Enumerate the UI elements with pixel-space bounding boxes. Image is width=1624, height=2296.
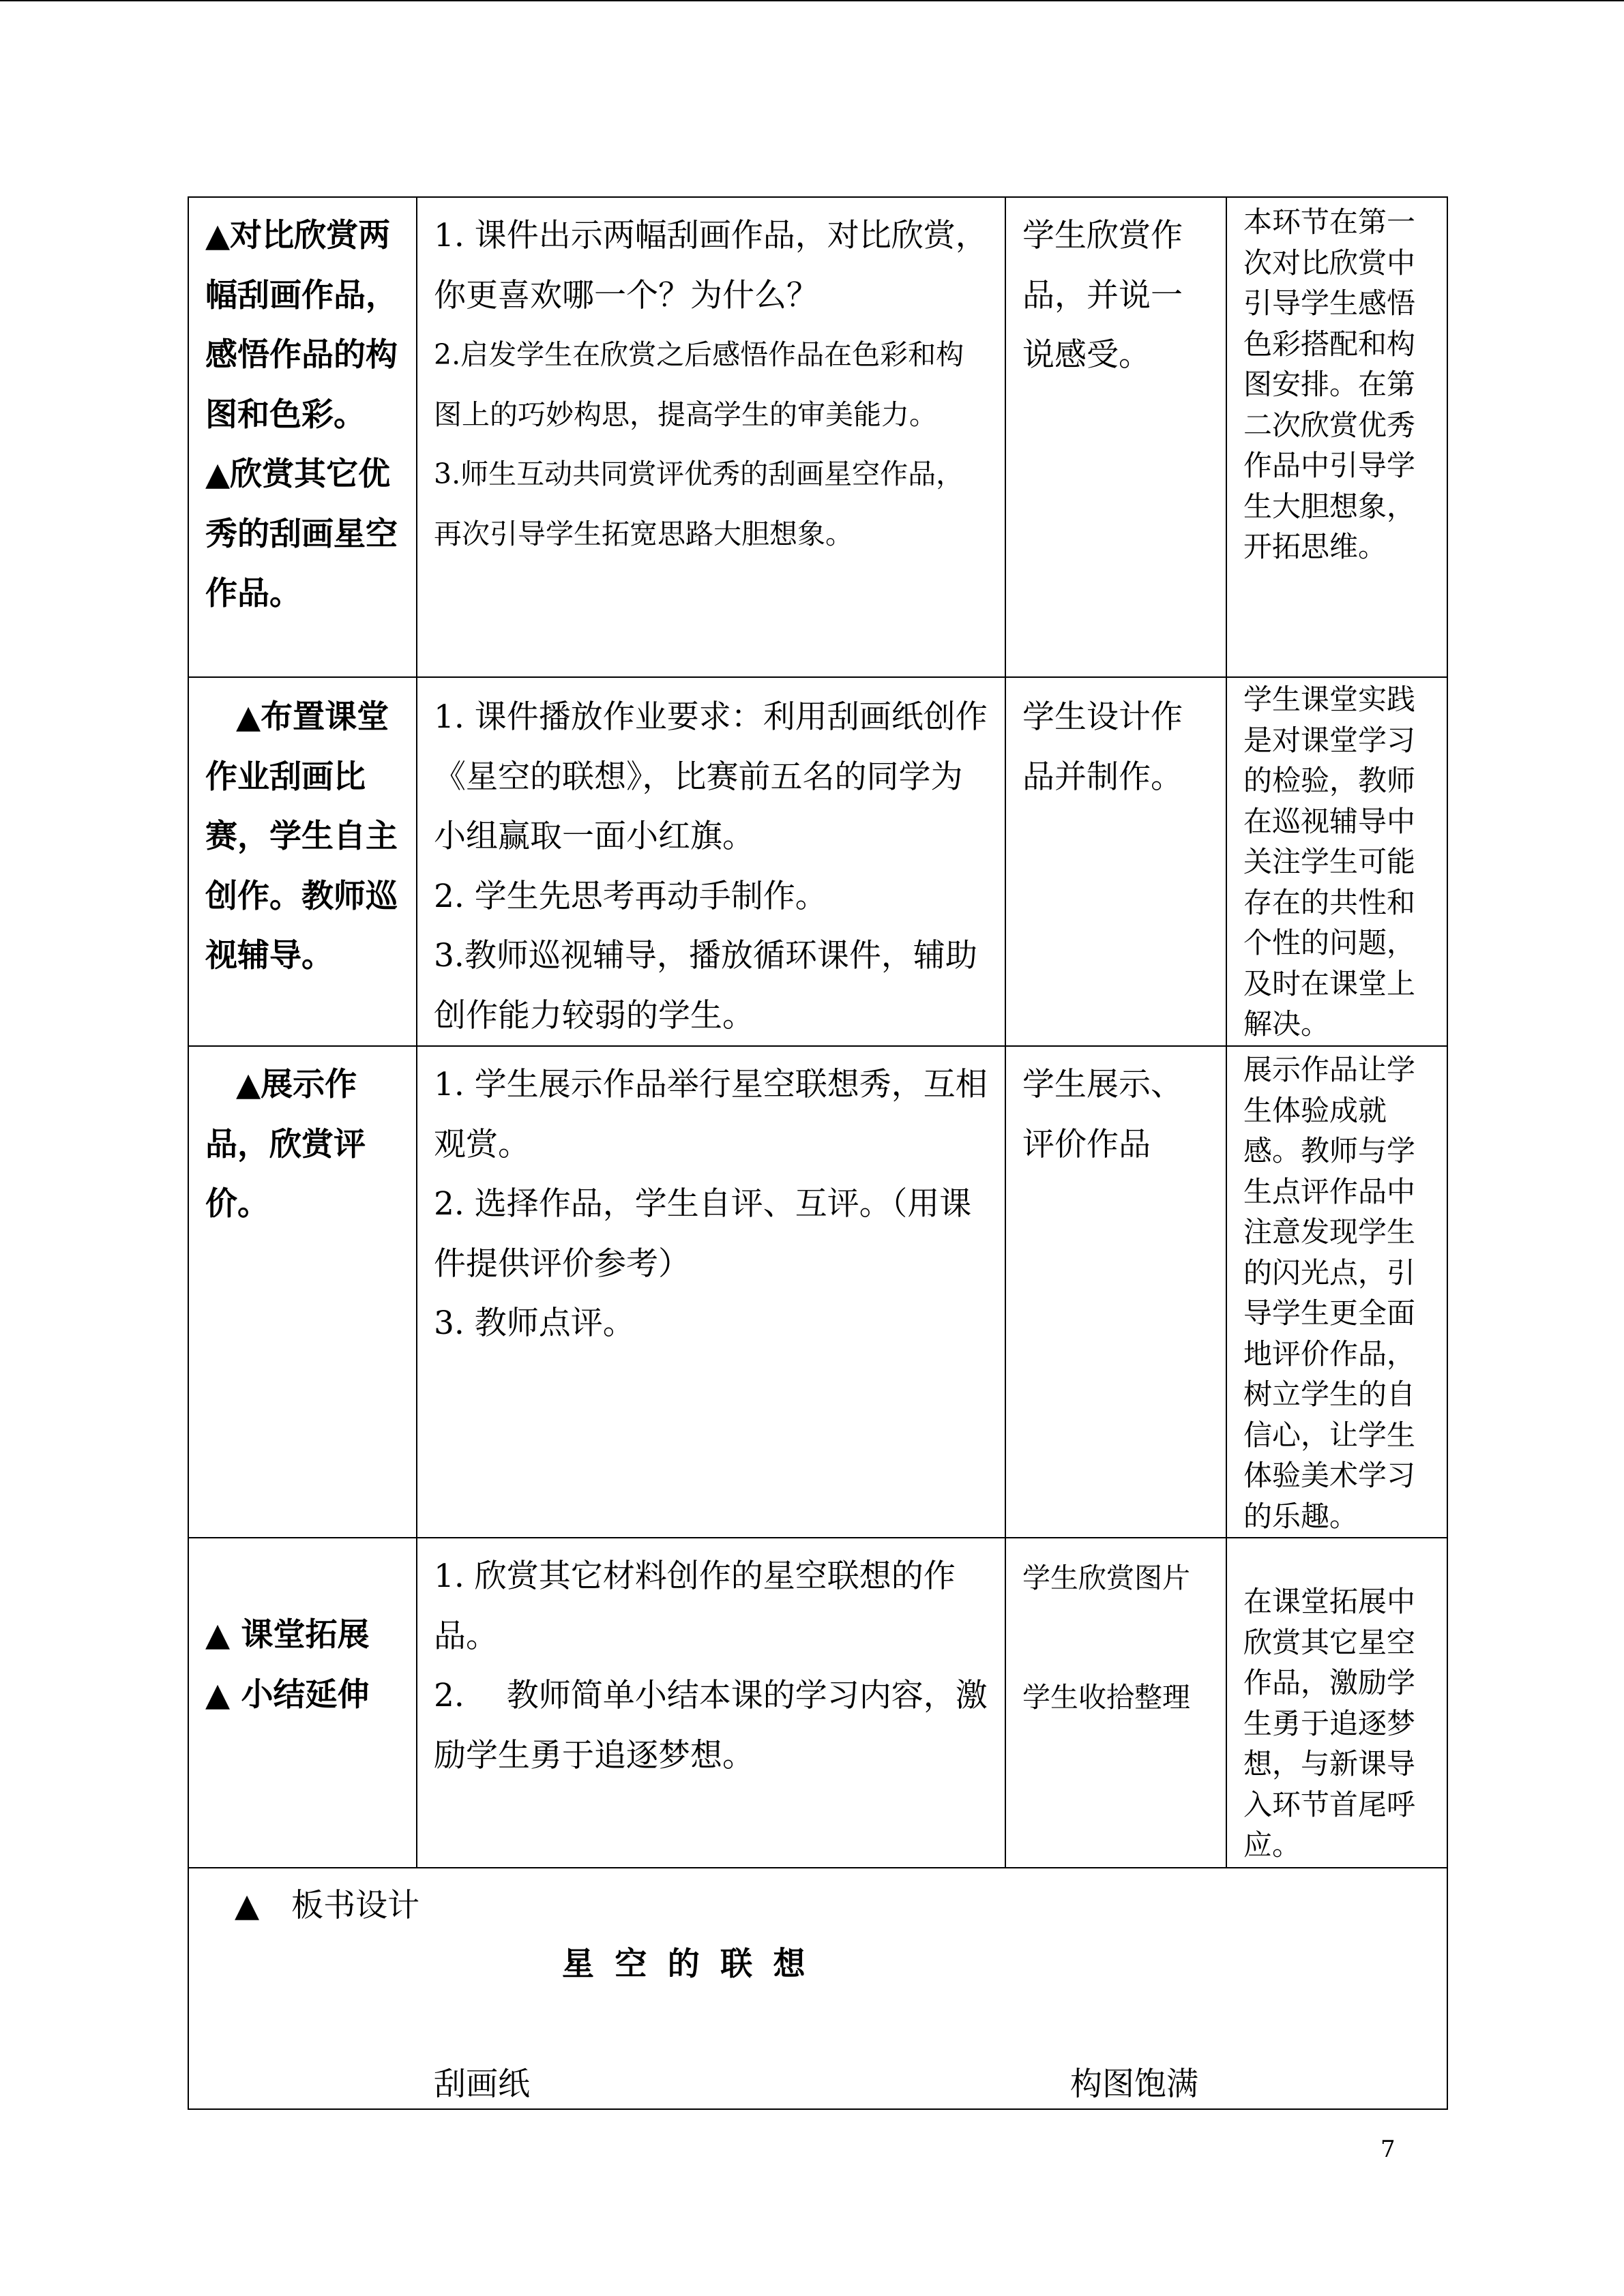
design-intent-line: 信心，让学生: [1243, 1418, 1416, 1452]
teacher-activity-line: 3.教师巡视辅导，播放循环课件，辅助: [434, 937, 977, 974]
design-intent-line: 关注学生可能: [1243, 845, 1416, 878]
student-activity-cell: [1006, 1047, 1227, 1538]
teacher-activity-line: 2. 选择作品，学生自评、互评。（用课: [434, 1185, 972, 1223]
design-intent-line: 图安排。在第: [1243, 368, 1416, 401]
design-intent-line: 在巡视辅导中: [1243, 804, 1416, 838]
teacher-activity-line: 《星空的联想》，比赛前五名的同学为: [434, 758, 963, 796]
design-intent-cell: [1227, 198, 1448, 678]
activity-line: ▲布置课堂: [236, 698, 389, 736]
teacher-activity-line: 观赏。: [434, 1125, 530, 1163]
teacher-activity-cell: [417, 678, 1006, 1047]
activity-line: 价。: [205, 1185, 269, 1223]
design-intent-line: 体验美术学习: [1243, 1459, 1416, 1492]
teacher-activity-cell: [417, 1538, 1006, 1868]
activity-line: 图和色彩。: [205, 396, 366, 434]
activity-line: ▲ 小结延伸: [205, 1675, 370, 1714]
teacher-activity-line: 2.启发学生在欣赏之后感悟作品在色彩和构: [434, 338, 964, 371]
activity-cell: [189, 1538, 417, 1868]
student-activity-cell: [1006, 198, 1227, 678]
activity-line: ▲展示作: [236, 1066, 357, 1103]
design-intent-line: 引导学生感悟: [1243, 286, 1416, 320]
activity-line: 作业刮画比: [205, 758, 366, 796]
student-activity-line: 学生欣赏图片: [1022, 1562, 1190, 1594]
board-design-cell: [189, 1868, 1448, 2110]
design-intent-line: 生点评作品中: [1243, 1174, 1416, 1208]
student-activity-line: 学生收拾整理: [1022, 1681, 1190, 1714]
design-intent-line: 注意发现学生: [1243, 1215, 1416, 1249]
design-intent-line: 色彩搭配和构: [1243, 327, 1416, 361]
activity-line: ▲对比欣赏两: [205, 217, 391, 254]
design-intent-line: 的乐趣。: [1243, 1499, 1359, 1533]
design-intent-line: 想，与新课导: [1243, 1747, 1416, 1780]
student-activity-line: 说感受。: [1022, 336, 1151, 374]
design-intent-line: 二次欣赏优秀: [1243, 408, 1416, 442]
design-intent-line: 及时在课堂上: [1243, 966, 1416, 1000]
student-activity-line: 品并制作。: [1022, 758, 1183, 796]
board-design-left-item: 刮画纸: [434, 2066, 530, 2103]
board-design-row: [189, 1868, 1448, 2110]
activity-line: 秀的刮画星空: [205, 515, 398, 553]
student-activity-line: 评价作品: [1022, 1125, 1151, 1163]
page-number: 7: [1381, 2136, 1396, 2163]
teacher-activity-line: 件提供评价参考）: [434, 1244, 690, 1283]
design-intent-cell: [1227, 1538, 1448, 1868]
design-intent-line: 欣赏其它星空: [1243, 1625, 1416, 1659]
design-intent-line: 展示作品让学: [1243, 1053, 1416, 1086]
activity-line: 幅刮画作品，: [205, 276, 398, 314]
teacher-activity-line: 3. 教师点评。: [434, 1304, 635, 1342]
activity-line: 感悟作品的构: [205, 336, 398, 374]
design-intent-line: 树立学生的自: [1243, 1377, 1416, 1411]
design-intent-line: 是对课堂学习: [1243, 723, 1416, 757]
activity-cell: [189, 198, 417, 678]
design-intent-line: 个性的问题，: [1243, 926, 1416, 959]
design-intent-line: 作品中引导学: [1243, 449, 1416, 482]
student-activity-line: 学生设计作: [1022, 698, 1183, 736]
student-activity-line: 学生欣赏作: [1022, 217, 1183, 254]
lesson-plan-table: [188, 196, 1448, 2110]
board-design-right-item: 构图饱满: [1070, 2066, 1198, 2103]
design-intent-cell: [1227, 1047, 1448, 1538]
design-intent-line: 的闪光点，引: [1243, 1255, 1416, 1289]
design-intent-line: 作品，激励学: [1243, 1666, 1416, 1699]
activity-line: 作品。: [205, 575, 301, 612]
table-row: [189, 678, 1448, 1047]
page-top-rule: [0, 0, 1624, 1]
table-row: [189, 1538, 1448, 1868]
design-intent-line: 解决。: [1243, 1007, 1330, 1041]
teacher-activity-line: 1. 欣赏其它材料创作的星空联想的作: [434, 1557, 956, 1595]
activity-line: ▲ 课堂拓展: [205, 1616, 370, 1654]
activity-line: 创作。教师巡: [205, 877, 398, 915]
teacher-activity-line: 小组赢取一面小红旗。: [434, 818, 754, 855]
teacher-activity-line: 2. 教师简单小结本课的学习内容，激: [434, 1677, 988, 1714]
teacher-activity-line: 1. 课件出示两幅刮画作品，对比欣赏，: [434, 217, 988, 254]
design-intent-line: 本环节在第一: [1243, 205, 1416, 239]
teacher-activity-line: 你更喜欢哪一个？为什么？: [434, 276, 818, 314]
teacher-activity-line: 1. 课件播放作业要求：利用刮画纸创作: [434, 698, 988, 736]
activity-line: 视辅导。: [205, 937, 334, 974]
teacher-activity-line: 2. 学生先思考再动手制作。: [434, 877, 827, 915]
design-intent-line: 学生课堂实践: [1243, 683, 1416, 716]
student-activity-cell: [1006, 678, 1227, 1047]
design-intent-line: 次对比欣赏中: [1243, 245, 1416, 280]
design-intent-line: 开拓思维。: [1243, 530, 1387, 563]
teacher-activity-line: 3.师生互动共同赏评优秀的刮画星空作品，: [434, 458, 964, 490]
board-design-title: 星 空 的 联 想: [562, 1945, 806, 1983]
activity-line: 品，欣赏评: [205, 1125, 366, 1163]
student-activity-line: 品，并说一: [1022, 276, 1183, 314]
table-row: [189, 1047, 1448, 1538]
design-intent-line: 入环节首尾呼: [1243, 1787, 1416, 1821]
activity-cell: [189, 1047, 417, 1538]
board-design-heading: ▲ 板书设计: [235, 1887, 420, 1924]
teacher-activity-line: 图上的巧妙构思，提高学生的审美能力。: [434, 398, 937, 431]
teacher-activity-cell: [417, 198, 1006, 678]
teacher-activity-line: 再次引导学生拓宽思路大胆想象。: [434, 517, 853, 550]
design-intent-cell: [1227, 678, 1448, 1047]
design-intent-line: 生勇于追逐梦: [1243, 1706, 1416, 1740]
student-activity-line: 学生展示、: [1022, 1066, 1183, 1103]
activity-line: ▲欣赏其它优: [205, 456, 391, 493]
design-intent-line: 感。教师与学: [1243, 1134, 1416, 1167]
teacher-activity-line: 1. 学生展示作品举行星空联想秀，互相: [434, 1066, 988, 1103]
student-activity-cell: [1006, 1538, 1227, 1868]
activity-line: 赛，学生自主: [205, 818, 398, 855]
design-intent-line: 地评价作品，: [1243, 1337, 1416, 1371]
design-intent-line: 的检验，教师: [1243, 764, 1416, 797]
teacher-activity-line: 品。: [434, 1617, 498, 1655]
activity-cell: [189, 678, 417, 1047]
design-intent-line: 在课堂拓展中: [1243, 1585, 1416, 1618]
design-intent-line: 存在的共性和: [1243, 885, 1416, 919]
design-intent-line: 导学生更全面: [1243, 1296, 1416, 1330]
design-intent-line: 应。: [1243, 1828, 1301, 1862]
design-intent-line: 生体验成就: [1243, 1093, 1387, 1127]
design-intent-line: 生大胆想象，: [1243, 489, 1416, 523]
teacher-activity-cell: [417, 1047, 1006, 1538]
teacher-activity-line: 励学生勇于追逐梦想。: [434, 1736, 754, 1774]
table-row: [189, 198, 1448, 678]
teacher-activity-line: 创作能力较弱的学生。: [434, 996, 754, 1034]
